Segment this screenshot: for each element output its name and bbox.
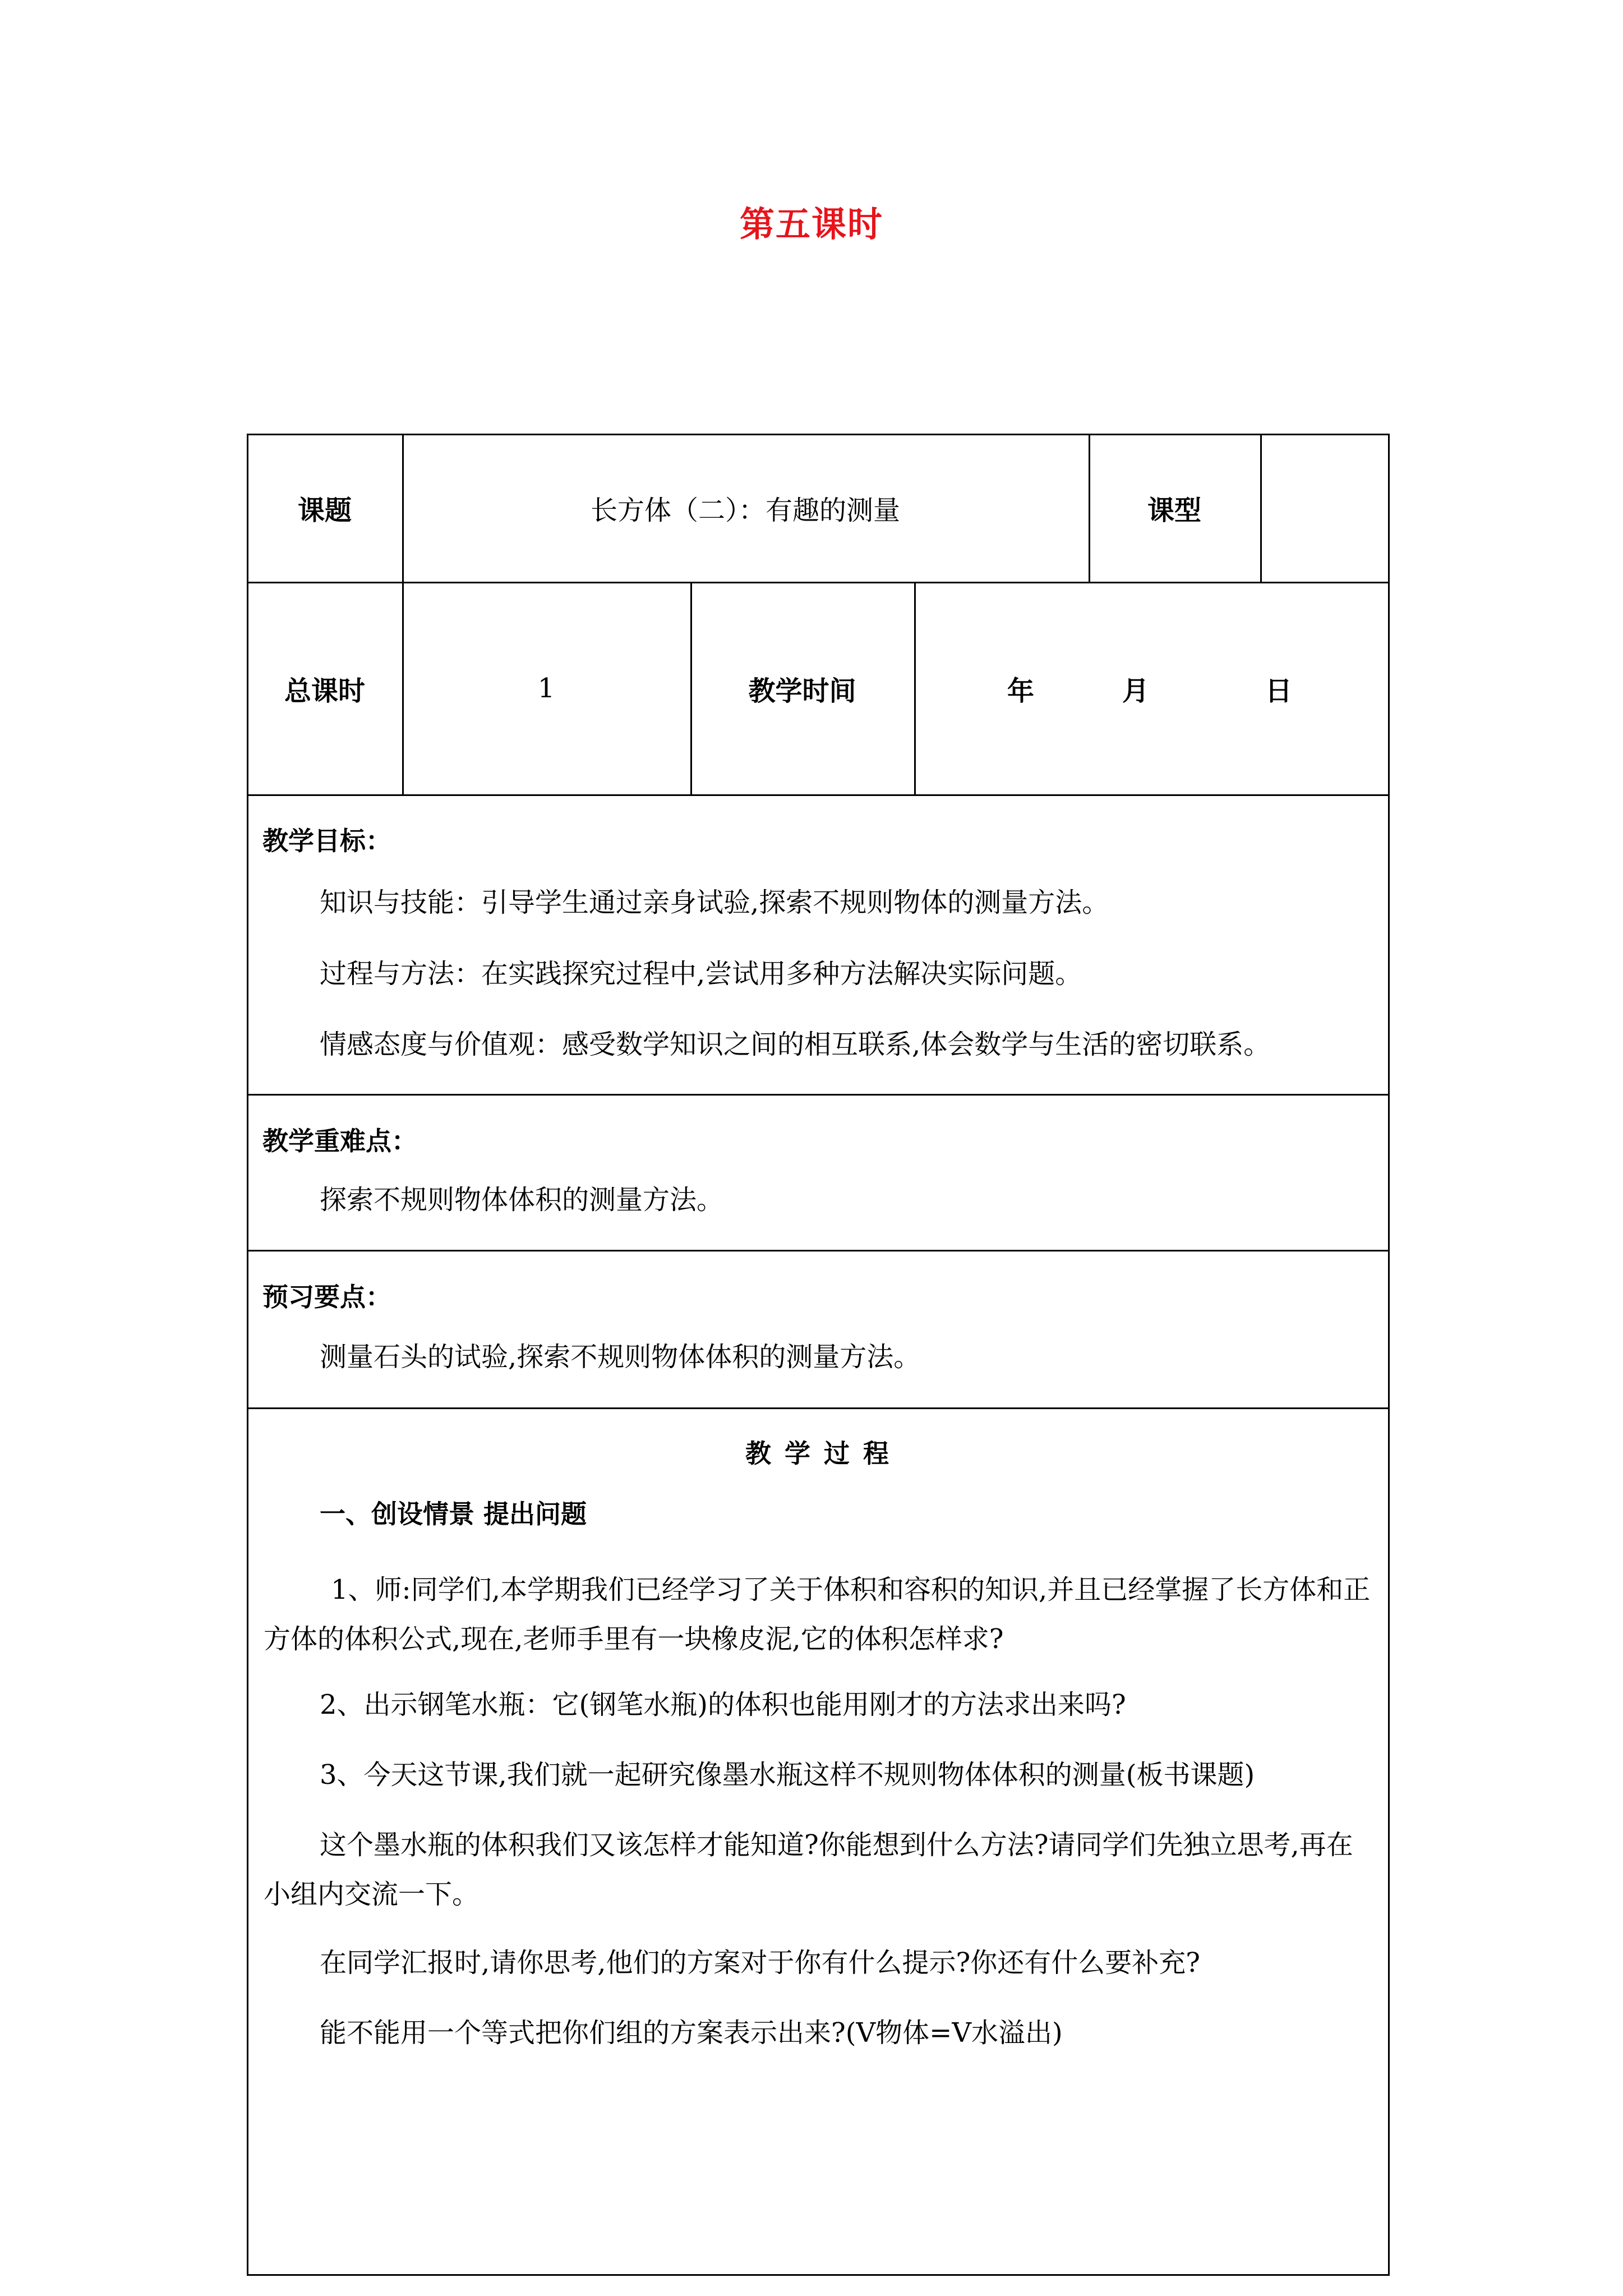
col-divider — [914, 582, 916, 795]
process-paragraph: 2、出示钢笔水瓶：它(钢笔水瓶)的体积也能用刚才的方法求出来吗? — [320, 1689, 1126, 1720]
process-paragraph: 在同学汇报时,请你思考,他们的方案对于你有什么提示?你还有什么要补充? — [320, 1947, 1200, 1978]
process-heading: 教 学 过 程 — [745, 1438, 892, 1469]
page-title: 第五课时 — [739, 204, 883, 245]
key-points-text: 探索不规则物体体积的测量方法。 — [320, 1184, 724, 1216]
date-day: 日 — [1265, 675, 1292, 707]
objective-item: 过程与方法：在实践探究过程中,尝试用多种方法解决实际问题。 — [320, 958, 1082, 990]
teaching-time-label: 教学时间 — [748, 675, 856, 707]
objectives-heading: 教学目标： — [262, 826, 391, 856]
row-divider — [247, 1407, 1390, 1409]
process-paragraph: 3、今天这节课,我们就一起研究像墨水瓶这样不规则物体体积的测量(板书课题) — [320, 1759, 1255, 1791]
preview-heading: 预习要点： — [262, 1282, 391, 1312]
topic-value: 长方体（二）：有趣的测量 — [590, 495, 900, 526]
key-points-heading: 教学重难点： — [262, 1126, 417, 1156]
date-month: 月 — [1122, 675, 1149, 707]
total-hours-value: 1 — [537, 673, 555, 704]
objective-item: 知识与技能：引导学生通过亲身试验,探索不规则物体的测量方法。 — [320, 887, 1109, 918]
type-value — [1260, 434, 1390, 582]
date-year: 年 — [1007, 675, 1034, 707]
total-hours-label: 总课时 — [284, 675, 365, 707]
type-label: 课型 — [1147, 495, 1201, 526]
section-heading: 一、创设情景 提出问题 — [320, 1499, 587, 1529]
topic-label: 课题 — [297, 495, 352, 526]
row-divider — [247, 1250, 1390, 1251]
process-paragraph: 1、师:同学们,本学期我们已经学习了关于体积和容积的知识,并且已经掌握了长方体和正方体的体积公式,现在,老师手里有一块橡皮泥,它的体积怎样求? — [264, 1574, 1371, 1655]
process-paragraph: 能不能用一个等式把你们组的方案表示出来?(V物体=V水溢出) — [320, 2017, 1063, 2049]
objective-item: 情感态度与价值观：感受数学知识之间的相互联系,体会数学与生活的密切联系。 — [320, 1029, 1271, 1060]
preview-text: 测量石头的试验,探索不规则物体体积的测量方法。 — [320, 1341, 921, 1373]
process-paragraph: 这个墨水瓶的体积我们又该怎样才能知道?你能想到什么方法?请同学们先独立思考,再在小组内交流一下。 — [264, 1829, 1353, 1910]
row-divider — [247, 1094, 1390, 1096]
